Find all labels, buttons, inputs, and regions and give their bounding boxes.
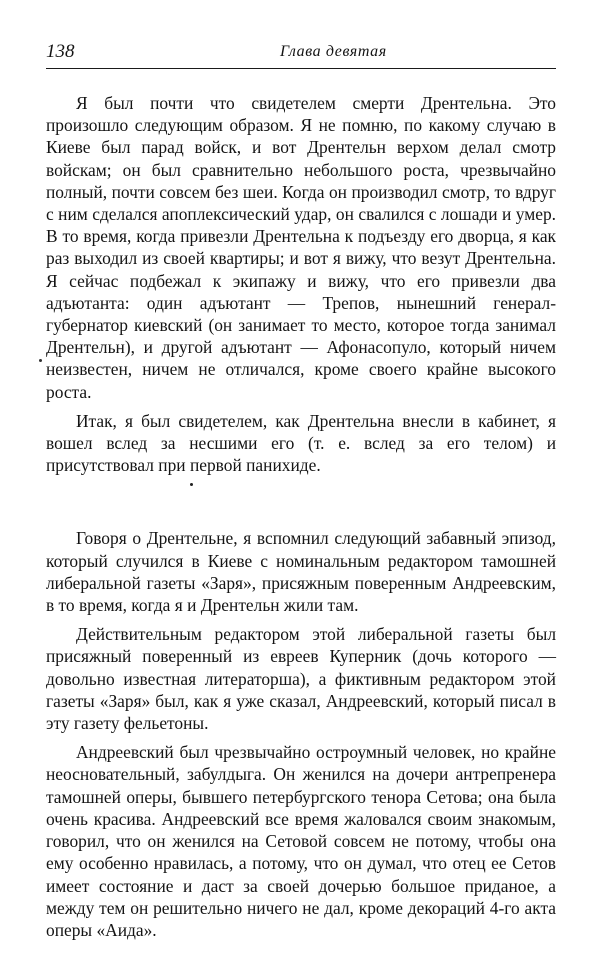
- body-text: [46, 92, 556, 948]
- paragraph: Андреевский был чрезвычайно остроумный человек, но крайне неосновательный, забулдыга. Он женился на дочери антрепренера тамошней оперы, бывшего петербургского тенора Сетова; она была очень красива. Андреевский все время жаловался своим знакомым, говорил, что он женился на Сетовой совсем не потому, чтобы она ему особенно нравилась, а потому, что он думал, что отец ее Сетов имеет состояние и даст за своей дочерью большое приданое, а между тем он решительно ничего не дал, кроме декораций 4-го акта оперы «Аида».: [46, 742, 556, 940]
- paragraph: Итак, я был свидетелем, как Дрентельна внесли в кабинет, я вошел вслед за несшими его (т. е. вслед за его телом) и присутствовал при первой панихиде.: [46, 410, 556, 476]
- paragraph: Я был почти что свидетелем смерти Дрентельна. Это произошло следующим образом. Я не помню, по какому случаю в Киеве был парад войск, и вот Дрентельн верхом делал смотр войскам; он был сравнительно небольшого роста, чрезвычайно полный, почти совсем без шеи. Когда он производил смотр, то вдруг с ним сделался апоплексический удар, он свалился с лошади и умер. В то время, когда привезли Дрентельна к подъезду его дворца, я как раз выходил из своей квартиры; и вот я вижу, что везут Дрентельна. Я сейчас подбежал к экипажу и вижу, что его привезли два адъютанта: один адъютант — Трепов, нынешний генерал-губернатор киевский (он занимает то место, которое тогда занимал Дрентельн), и другой адъютант — Афонасопуло, который ничем неизвестен, ничем не отличался, кроме своего крайне высокого роста.: [46, 93, 556, 402]
- separator-dot: [190, 483, 193, 486]
- paragraph: Говоря о Дрентельне, я вспомнил следующий забавный эпизод, который случился в Киеве с номинальным редактором тамошней либеральной газеты «Заря», присяжным поверенным Андреевским, в то время, когда я и Дрентельн жили там.: [46, 528, 556, 616]
- paragraph: Действительным редактором этой либеральной газеты был присяжный поверенный из евреев Куперник (дочь которого — довольно известная литераторша), а фиктивным редактором этой газеты «Заря» был, как я уже сказал, Андреевский, который писал в эту газету фельетоны.: [46, 624, 556, 734]
- page-number: 138: [46, 41, 75, 62]
- chapter-title: Глава девятая: [280, 43, 387, 60]
- page-header: [46, 38, 556, 69]
- section-separator: [46, 483, 556, 527]
- margin-mark: [39, 359, 42, 362]
